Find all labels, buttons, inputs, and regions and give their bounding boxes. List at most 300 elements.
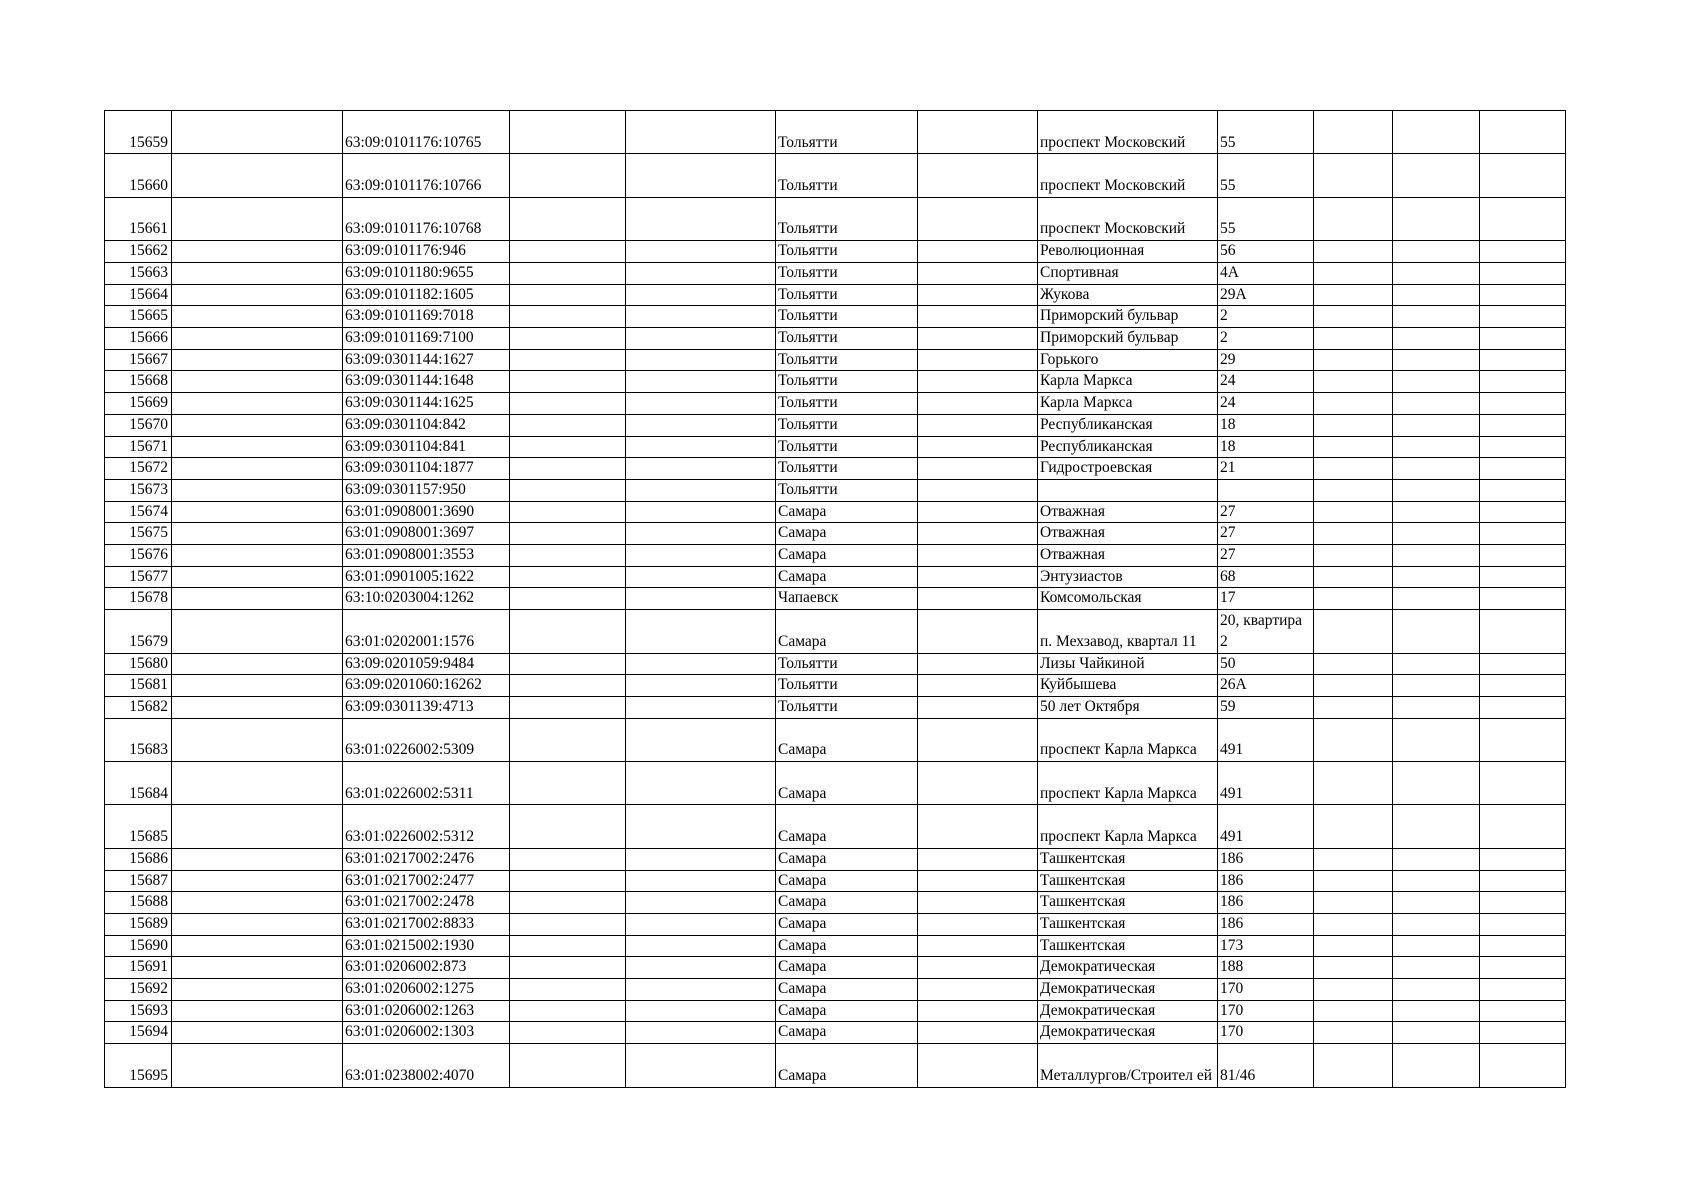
cadastral-number-cell: 63:09:0101182:1605 <box>343 284 510 306</box>
house-cell: 170 <box>1218 979 1314 1001</box>
empty-cell <box>1480 479 1566 501</box>
street-cell: Приморский бульвар <box>1038 306 1218 328</box>
row-number-cell: 15680 <box>105 653 172 675</box>
cadastral-number-cell: 63:09:0301104:842 <box>343 414 510 436</box>
city-cell: Самара <box>776 848 918 870</box>
house-cell: 173 <box>1218 935 1314 957</box>
empty-cell <box>626 327 776 349</box>
house-cell: 81/46 <box>1218 1044 1314 1087</box>
house-cell: 186 <box>1218 913 1314 935</box>
empty-cell <box>1314 458 1393 480</box>
empty-cell <box>172 762 343 805</box>
empty-cell <box>918 762 1038 805</box>
table-row <box>105 870 1566 892</box>
empty-cell <box>918 957 1038 979</box>
empty-cell <box>1480 718 1566 761</box>
city-cell: Тольятти <box>776 262 918 284</box>
empty-cell <box>918 306 1038 328</box>
empty-cell <box>510 284 626 306</box>
empty-cell <box>510 154 626 197</box>
street-cell: проспект Московский <box>1038 111 1218 154</box>
empty-cell <box>510 762 626 805</box>
cadastral-number-cell: 63:09:0301157:950 <box>343 479 510 501</box>
empty-cell <box>172 610 343 653</box>
empty-cell <box>172 414 343 436</box>
empty-cell <box>1314 349 1393 371</box>
cadastral-number-cell: 63:01:0206002:1263 <box>343 1000 510 1022</box>
row-number-cell: 15660 <box>105 154 172 197</box>
empty-cell <box>918 436 1038 458</box>
row-number-cell: 15675 <box>105 523 172 545</box>
empty-cell <box>1314 371 1393 393</box>
city-cell: Тольятти <box>776 284 918 306</box>
empty-cell <box>1314 935 1393 957</box>
table-row <box>105 393 1566 415</box>
row-number-cell: 15688 <box>105 892 172 914</box>
empty-cell <box>626 1022 776 1044</box>
empty-cell <box>172 957 343 979</box>
empty-cell <box>172 653 343 675</box>
empty-cell <box>626 957 776 979</box>
empty-cell <box>172 501 343 523</box>
street-cell: Горького <box>1038 349 1218 371</box>
empty-cell <box>626 1044 776 1087</box>
table-row <box>105 1022 1566 1044</box>
empty-cell <box>918 371 1038 393</box>
cadastral-number-cell: 63:01:0226002:5311 <box>343 762 510 805</box>
table-row <box>105 718 1566 761</box>
row-number-cell: 15687 <box>105 870 172 892</box>
street-cell: Республиканская <box>1038 414 1218 436</box>
empty-cell <box>1480 197 1566 240</box>
city-cell: Тольятти <box>776 393 918 415</box>
empty-cell <box>918 1044 1038 1087</box>
empty-cell <box>1480 262 1566 284</box>
empty-cell <box>1314 696 1393 718</box>
empty-cell <box>510 870 626 892</box>
cadastral-number-cell: 63:09:0301104:841 <box>343 436 510 458</box>
empty-cell <box>626 501 776 523</box>
empty-cell <box>918 892 1038 914</box>
empty-cell <box>626 675 776 697</box>
city-cell: Тольятти <box>776 675 918 697</box>
empty-cell <box>1480 870 1566 892</box>
empty-cell <box>1314 479 1393 501</box>
empty-cell <box>172 870 343 892</box>
street-cell: Приморский бульвар <box>1038 327 1218 349</box>
table-row <box>105 371 1566 393</box>
empty-cell <box>510 371 626 393</box>
empty-cell <box>1314 870 1393 892</box>
empty-cell <box>626 1000 776 1022</box>
empty-cell <box>1393 675 1480 697</box>
street-cell: Отважная <box>1038 501 1218 523</box>
empty-cell <box>172 566 343 588</box>
cadastral-number-cell: 63:09:0101176:10765 <box>343 111 510 154</box>
empty-cell <box>626 935 776 957</box>
empty-cell <box>626 349 776 371</box>
city-cell: Тольятти <box>776 154 918 197</box>
empty-cell <box>918 154 1038 197</box>
table-row <box>105 545 1566 567</box>
table-row <box>105 696 1566 718</box>
street-cell: Карла Маркса <box>1038 393 1218 415</box>
empty-cell <box>918 262 1038 284</box>
city-cell: Тольятти <box>776 479 918 501</box>
city-cell: Самара <box>776 1044 918 1087</box>
house-cell: 188 <box>1218 957 1314 979</box>
empty-cell <box>1393 371 1480 393</box>
city-cell: Тольятти <box>776 327 918 349</box>
empty-cell <box>918 327 1038 349</box>
row-number-cell: 15685 <box>105 805 172 848</box>
cadastral-number-cell: 63:01:0217002:2478 <box>343 892 510 914</box>
empty-cell <box>172 545 343 567</box>
empty-cell <box>1314 762 1393 805</box>
empty-cell <box>510 675 626 697</box>
city-cell: Самара <box>776 870 918 892</box>
cadastral-number-cell: 63:01:0215002:1930 <box>343 935 510 957</box>
city-cell: Тольятти <box>776 371 918 393</box>
empty-cell <box>172 1022 343 1044</box>
house-cell: 20, квартира 2 <box>1218 610 1314 653</box>
street-cell: Революционная <box>1038 241 1218 263</box>
house-cell: 59 <box>1218 696 1314 718</box>
empty-cell <box>1314 306 1393 328</box>
table-row <box>105 762 1566 805</box>
empty-cell <box>510 588 626 610</box>
table-row <box>105 913 1566 935</box>
city-cell: Самара <box>776 762 918 805</box>
row-number-cell: 15672 <box>105 458 172 480</box>
empty-cell <box>172 262 343 284</box>
house-cell: 55 <box>1218 154 1314 197</box>
empty-cell <box>1480 979 1566 1001</box>
empty-cell <box>918 696 1038 718</box>
house-cell: 27 <box>1218 523 1314 545</box>
empty-cell <box>1480 349 1566 371</box>
empty-cell <box>1393 327 1480 349</box>
row-number-cell: 15676 <box>105 545 172 567</box>
empty-cell <box>172 935 343 957</box>
empty-cell <box>626 762 776 805</box>
empty-cell <box>1393 913 1480 935</box>
street-cell: Ташкентская <box>1038 848 1218 870</box>
street-cell: Комсомольская <box>1038 588 1218 610</box>
empty-cell <box>1314 610 1393 653</box>
empty-cell <box>1480 610 1566 653</box>
table-row <box>105 957 1566 979</box>
street-cell: Демократическая <box>1038 1000 1218 1022</box>
empty-cell <box>1314 1022 1393 1044</box>
table-row <box>105 327 1566 349</box>
row-number-cell: 15694 <box>105 1022 172 1044</box>
empty-cell <box>1314 154 1393 197</box>
street-cell: Ташкентская <box>1038 892 1218 914</box>
empty-cell <box>1480 957 1566 979</box>
table-row <box>105 566 1566 588</box>
table-row <box>105 458 1566 480</box>
table-body <box>105 111 1566 1088</box>
city-cell: Самара <box>776 913 918 935</box>
row-number-cell: 15679 <box>105 610 172 653</box>
empty-cell <box>1393 588 1480 610</box>
house-cell: 68 <box>1218 566 1314 588</box>
empty-cell <box>1480 892 1566 914</box>
row-number-cell: 15670 <box>105 414 172 436</box>
empty-cell <box>510 805 626 848</box>
empty-cell <box>172 675 343 697</box>
empty-cell <box>918 414 1038 436</box>
cadastral-number-cell: 63:10:0203004:1262 <box>343 588 510 610</box>
house-cell: 170 <box>1218 1022 1314 1044</box>
row-number-cell: 15663 <box>105 262 172 284</box>
cadastral-number-cell: 63:01:0226002:5312 <box>343 805 510 848</box>
empty-cell <box>510 349 626 371</box>
empty-cell <box>1314 957 1393 979</box>
house-cell: 2 <box>1218 327 1314 349</box>
city-cell: Самара <box>776 979 918 1001</box>
empty-cell <box>510 979 626 1001</box>
empty-cell <box>1393 111 1480 154</box>
empty-cell <box>1314 241 1393 263</box>
empty-cell <box>1314 111 1393 154</box>
table-row <box>105 1000 1566 1022</box>
empty-cell <box>172 111 343 154</box>
empty-cell <box>1314 262 1393 284</box>
empty-cell <box>1393 1000 1480 1022</box>
cadastral-number-cell: 63:01:0202001:1576 <box>343 610 510 653</box>
empty-cell <box>172 458 343 480</box>
street-cell: Карла Маркса <box>1038 371 1218 393</box>
empty-cell <box>172 696 343 718</box>
empty-cell <box>1393 523 1480 545</box>
table-row <box>105 479 1566 501</box>
empty-cell <box>1480 393 1566 415</box>
empty-cell <box>1480 458 1566 480</box>
house-cell: 18 <box>1218 436 1314 458</box>
city-cell: Тольятти <box>776 349 918 371</box>
house-cell: 186 <box>1218 892 1314 914</box>
empty-cell <box>1480 501 1566 523</box>
empty-cell <box>1393 241 1480 263</box>
empty-cell <box>510 957 626 979</box>
empty-cell <box>510 197 626 240</box>
empty-cell <box>626 805 776 848</box>
table-row <box>105 979 1566 1001</box>
cadastral-number-cell: 63:09:0101176:946 <box>343 241 510 263</box>
empty-cell <box>1480 371 1566 393</box>
city-cell: Тольятти <box>776 414 918 436</box>
table-row <box>105 154 1566 197</box>
empty-cell <box>1314 566 1393 588</box>
row-number-cell: 15659 <box>105 111 172 154</box>
table-row <box>105 805 1566 848</box>
cadastral-number-cell: 63:09:0301144:1627 <box>343 349 510 371</box>
empty-cell <box>1393 762 1480 805</box>
empty-cell <box>918 523 1038 545</box>
empty-cell <box>172 1044 343 1087</box>
empty-cell <box>918 913 1038 935</box>
data-table <box>104 110 1566 1088</box>
empty-cell <box>1314 545 1393 567</box>
empty-cell <box>172 241 343 263</box>
house-cell: 2 <box>1218 306 1314 328</box>
empty-cell <box>1314 284 1393 306</box>
house-cell: 170 <box>1218 1000 1314 1022</box>
street-cell: проспект Карла Маркса <box>1038 718 1218 761</box>
row-number-cell: 15691 <box>105 957 172 979</box>
empty-cell <box>1480 154 1566 197</box>
empty-cell <box>1393 545 1480 567</box>
empty-cell <box>918 675 1038 697</box>
empty-cell <box>626 197 776 240</box>
row-number-cell: 15678 <box>105 588 172 610</box>
empty-cell <box>510 458 626 480</box>
empty-cell <box>172 1000 343 1022</box>
row-number-cell: 15666 <box>105 327 172 349</box>
empty-cell <box>1393 479 1480 501</box>
row-number-cell: 15690 <box>105 935 172 957</box>
empty-cell <box>918 566 1038 588</box>
empty-cell <box>510 436 626 458</box>
house-cell: 27 <box>1218 545 1314 567</box>
table-row <box>105 523 1566 545</box>
cadastral-number-cell: 63:09:0101169:7018 <box>343 306 510 328</box>
city-cell: Чапаевск <box>776 588 918 610</box>
city-cell: Самара <box>776 610 918 653</box>
house-cell: 491 <box>1218 762 1314 805</box>
empty-cell <box>1393 349 1480 371</box>
empty-cell <box>510 610 626 653</box>
row-number-cell: 15689 <box>105 913 172 935</box>
row-number-cell: 15665 <box>105 306 172 328</box>
city-cell: Тольятти <box>776 111 918 154</box>
cadastral-number-cell: 63:01:0226002:5309 <box>343 718 510 761</box>
house-cell: 55 <box>1218 197 1314 240</box>
table-row <box>105 349 1566 371</box>
empty-cell <box>1393 892 1480 914</box>
cadastral-number-cell: 63:09:0301104:1877 <box>343 458 510 480</box>
street-cell: Отважная <box>1038 523 1218 545</box>
empty-cell <box>1480 523 1566 545</box>
cadastral-number-cell: 63:01:0901005:1622 <box>343 566 510 588</box>
empty-cell <box>918 111 1038 154</box>
empty-cell <box>1393 718 1480 761</box>
empty-cell <box>1314 892 1393 914</box>
empty-cell <box>1393 805 1480 848</box>
house-cell: 56 <box>1218 241 1314 263</box>
street-cell: 50 лет Октября <box>1038 696 1218 718</box>
cadastral-number-cell: 63:01:0217002:2476 <box>343 848 510 870</box>
row-number-cell: 15669 <box>105 393 172 415</box>
city-cell: Тольятти <box>776 458 918 480</box>
street-cell: Энтузиастов <box>1038 566 1218 588</box>
empty-cell <box>510 696 626 718</box>
empty-cell <box>1480 696 1566 718</box>
empty-cell <box>626 718 776 761</box>
empty-cell <box>1480 111 1566 154</box>
table-row <box>105 610 1566 653</box>
empty-cell <box>172 848 343 870</box>
street-cell: Республиканская <box>1038 436 1218 458</box>
cadastral-number-cell: 63:09:0101176:10768 <box>343 197 510 240</box>
empty-cell <box>510 848 626 870</box>
empty-cell <box>626 371 776 393</box>
street-cell: Жукова <box>1038 284 1218 306</box>
empty-cell <box>918 284 1038 306</box>
empty-cell <box>1480 653 1566 675</box>
city-cell: Самара <box>776 957 918 979</box>
empty-cell <box>626 414 776 436</box>
empty-cell <box>510 414 626 436</box>
street-cell: Куйбышева <box>1038 675 1218 697</box>
empty-cell <box>626 284 776 306</box>
table-row <box>105 892 1566 914</box>
house-cell <box>1218 479 1314 501</box>
empty-cell <box>626 523 776 545</box>
cadastral-number-cell: 63:01:0206002:1275 <box>343 979 510 1001</box>
empty-cell <box>626 566 776 588</box>
empty-cell <box>626 154 776 197</box>
empty-cell <box>626 111 776 154</box>
empty-cell <box>510 1022 626 1044</box>
empty-cell <box>1393 696 1480 718</box>
table-row <box>105 848 1566 870</box>
row-number-cell: 15661 <box>105 197 172 240</box>
empty-cell <box>1480 848 1566 870</box>
city-cell: Самара <box>776 566 918 588</box>
house-cell: 29 <box>1218 349 1314 371</box>
empty-cell <box>626 610 776 653</box>
empty-cell <box>626 653 776 675</box>
empty-cell <box>510 935 626 957</box>
empty-cell <box>626 436 776 458</box>
empty-cell <box>510 1000 626 1022</box>
empty-cell <box>1393 935 1480 957</box>
house-cell: 50 <box>1218 653 1314 675</box>
house-cell: 26А <box>1218 675 1314 697</box>
empty-cell <box>1480 1022 1566 1044</box>
street-cell: Демократическая <box>1038 979 1218 1001</box>
table-row <box>105 414 1566 436</box>
empty-cell <box>918 653 1038 675</box>
empty-cell <box>1393 610 1480 653</box>
empty-cell <box>918 588 1038 610</box>
empty-cell <box>626 393 776 415</box>
empty-cell <box>172 913 343 935</box>
house-cell: 4А <box>1218 262 1314 284</box>
row-number-cell: 15668 <box>105 371 172 393</box>
empty-cell <box>1314 523 1393 545</box>
cadastral-number-cell: 63:09:0101176:10766 <box>343 154 510 197</box>
empty-cell <box>510 479 626 501</box>
table-row <box>105 262 1566 284</box>
empty-cell <box>510 566 626 588</box>
empty-cell <box>1393 1022 1480 1044</box>
city-cell: Самара <box>776 501 918 523</box>
empty-cell <box>626 458 776 480</box>
house-cell: 55 <box>1218 111 1314 154</box>
cadastral-number-cell: 63:09:0301139:4713 <box>343 696 510 718</box>
cadastral-number-cell: 63:01:0238002:4070 <box>343 1044 510 1087</box>
house-cell: 29А <box>1218 284 1314 306</box>
empty-cell <box>918 349 1038 371</box>
empty-cell <box>1393 458 1480 480</box>
city-cell: Самара <box>776 805 918 848</box>
street-cell: Спортивная <box>1038 262 1218 284</box>
city-cell: Самара <box>776 718 918 761</box>
